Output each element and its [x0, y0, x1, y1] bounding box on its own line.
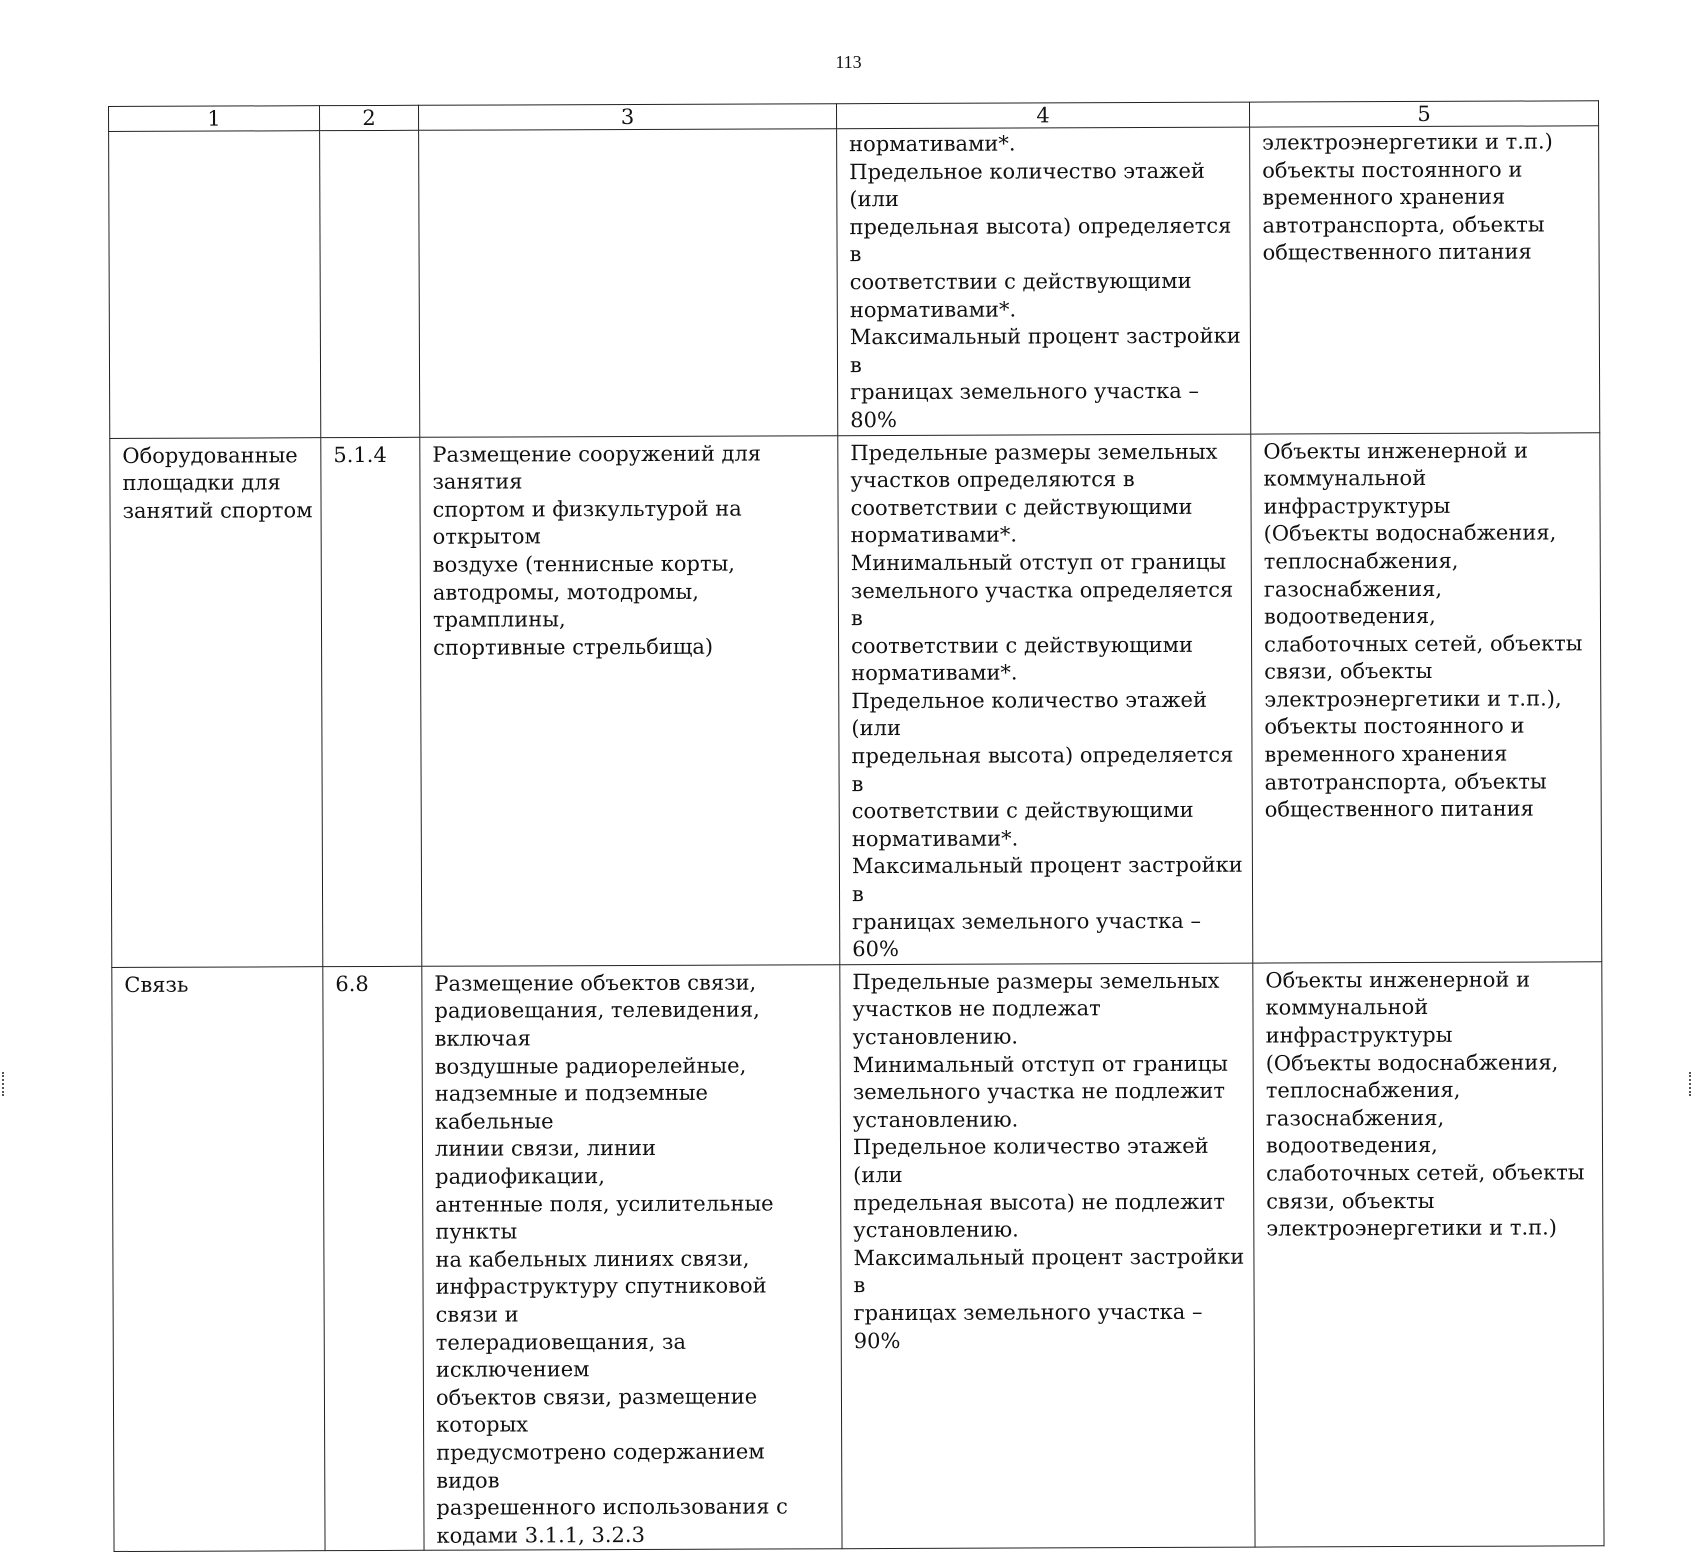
parameters-text: Предельные размеры земельных участков не подлежат установлению. Минимальный отступ от границы земельного участка не подлежит установлению. Предельное количество этажей (или предельная высота) не подлежит установлению. Максимальный процент застройки в границах земельного участка – 90% [852, 967, 1245, 1355]
use-name-cell [109, 131, 321, 438]
parameters-cell [837, 127, 1251, 435]
table-row [109, 126, 1600, 438]
use-code: 6.8 [335, 971, 413, 999]
auxiliary-cell [1250, 126, 1600, 434]
use-code: 5.1.4 [333, 441, 411, 469]
code-cell [321, 437, 422, 967]
parameters-text: нормативами*. Предельное количество этажей (или предельная высота) определяется в соответствии с действующими нормативами*. Максимальный процент застройки в границах земельного участка – 80% [849, 130, 1242, 435]
column-header-2: 2 [320, 105, 419, 130]
page-number: 113 [0, 52, 1697, 73]
use-name: Оборудованные площадки для занятий спортом [122, 442, 312, 526]
description-cell [422, 965, 842, 1551]
use-name-cell [112, 966, 325, 1551]
table-row [110, 432, 1602, 967]
column-header-5: 5 [1249, 101, 1598, 127]
column-header-4: 4 [836, 102, 1249, 129]
parameters-cell [840, 963, 1255, 1549]
description-cell [420, 435, 840, 966]
column-header-3: 3 [418, 104, 836, 131]
auxiliary-uses-text: электроэнергетики и т.п.) объекты постоянного и временного хранения автотранспорта, объекты общественного питания [1262, 128, 1591, 267]
code-cell [320, 130, 420, 437]
use-description: Размещение объектов связи, радиовещания, телевидения, включая воздушные радиорелейные, надземные и подземные кабельные линии связи, линии радиофикации, антенные поля, усилительные пункты на кабельных линиях связи, инфраструктуру спутниковой связи и телерадиовещания, за исключением объектов связи, размещение которых предусмотрено содержанием видов разрешенного использования с кодами 3.1.1, 3.2.3 [434, 969, 833, 1550]
scan-margin-mark-right [1689, 1072, 1697, 1096]
scan-margin-mark-left [2, 1072, 10, 1096]
auxiliary-cell [1253, 962, 1604, 1548]
auxiliary-cell [1251, 432, 1602, 963]
description-cell [419, 129, 838, 437]
parameters-text: Предельные размеры земельных участков определяются в соответствии с действующими нормативами*. Минимальный отступ от границы земельного участка определяется в соответствии с действующими нормативами*. Предельное количество этажей (или предельная высота) определяется в соответствии с действующими нормативами*. Максимальный процент застройки в границах земельного участка – 60% [850, 438, 1244, 964]
use-name: Связь [124, 971, 314, 999]
table-row [112, 962, 1604, 1552]
column-header-1: 1 [109, 106, 320, 132]
auxiliary-uses-text: Объекты инженерной и коммунальной инфраструктуры (Объекты водоснабжения, теплоснабжения, газоснабжения, водоотведения, слаботочных сетей, объекты связи, объекты электроэнергетики и т.п.) [1265, 966, 1594, 1243]
use-description: Размещение сооружений для занятия спортом и физкультурой на открытом воздухе (теннисные корты, автодромы, мотодромы, трамплины, спортивные стрельбища) [432, 440, 830, 662]
use-description [431, 133, 828, 135]
use-name [121, 135, 311, 136]
code-cell [323, 966, 424, 1551]
auxiliary-uses-text: Объекты инженерной и коммунальной инфраструктуры (Объекты водоснабжения, теплоснабжения, газоснабжения, водоотведения, слаботочных сетей, объекты связи, объекты электроэнергетики и т.п.), объекты постоянного и временного хранения автотранспорта, объекты общественного питания [1263, 437, 1592, 825]
use-name-cell [110, 437, 323, 967]
parameters-cell [838, 434, 1253, 965]
zoning-table [108, 100, 1605, 1552]
